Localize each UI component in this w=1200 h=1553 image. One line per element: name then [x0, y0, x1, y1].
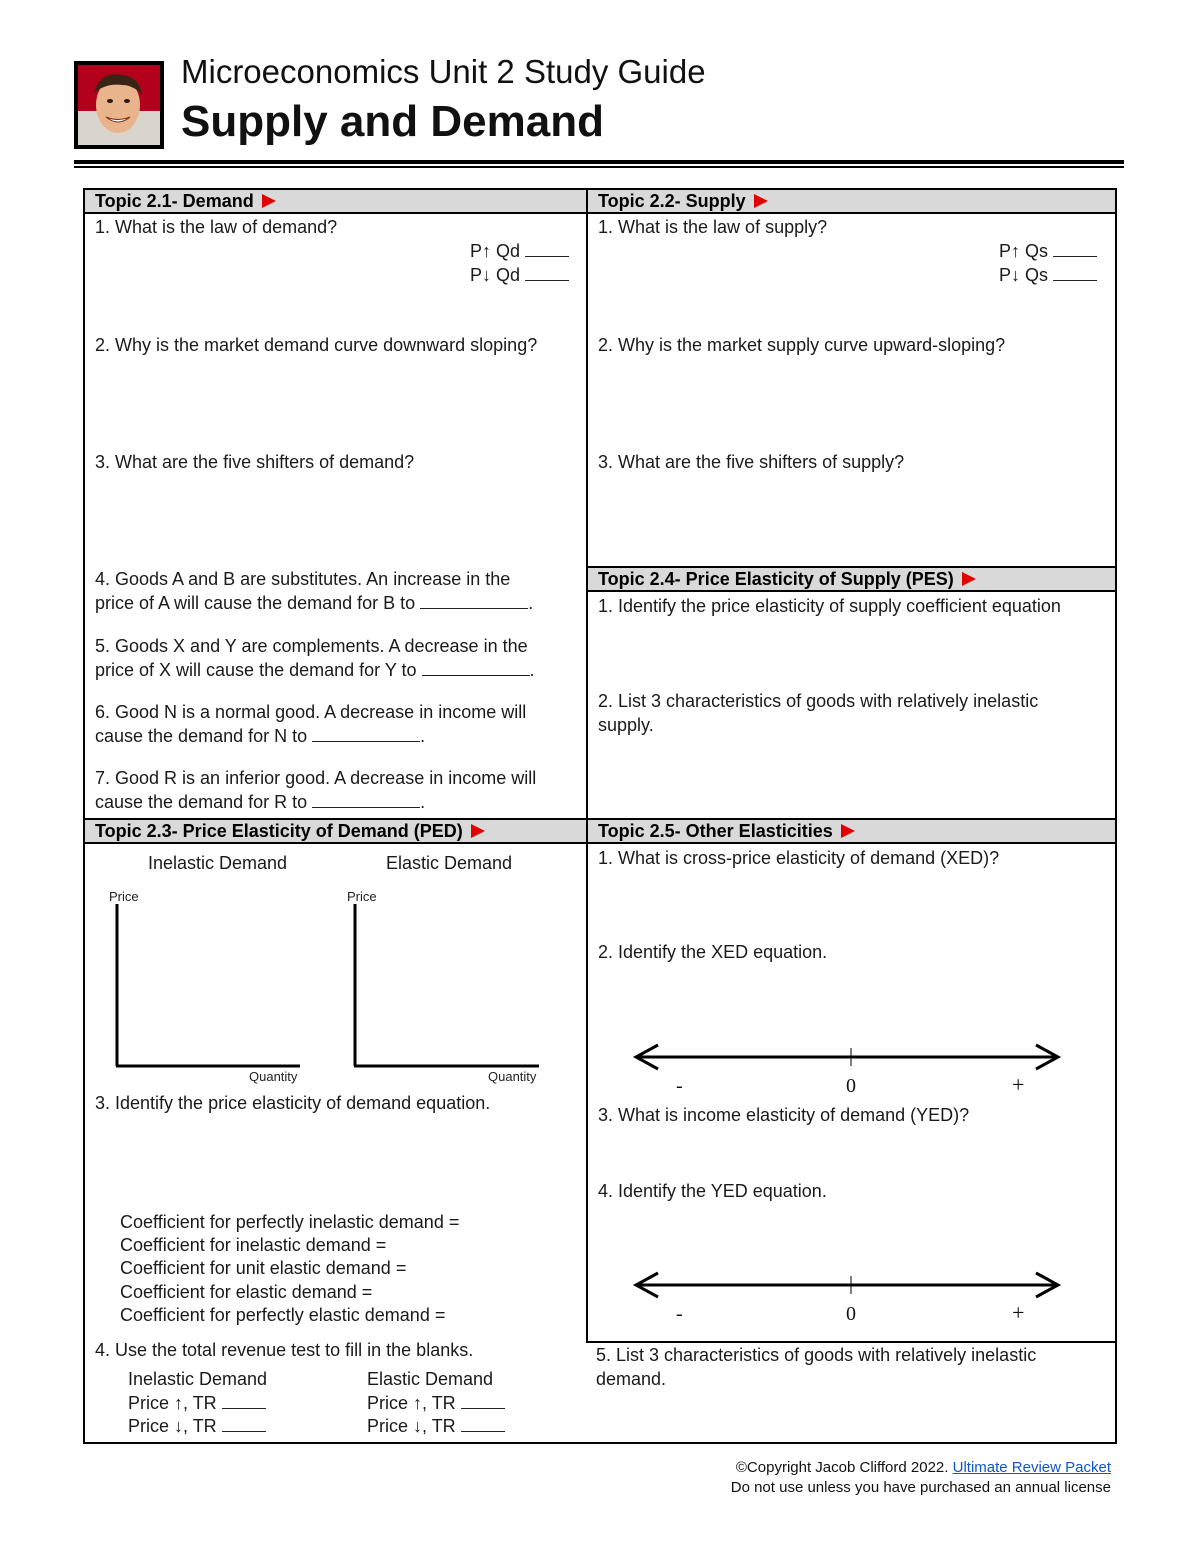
t21-p-down-blank [525, 266, 569, 281]
portrait-icon [78, 65, 160, 145]
graph2-title: Elastic Demand [386, 853, 513, 873]
coef-1: Coefficient for perfectly inelastic demand = [120, 1212, 460, 1232]
tr-inelastic-label: Inelastic Demand [128, 1369, 268, 1389]
title-rule-thick [74, 160, 1124, 164]
page-subtitle: Supply and Demand [181, 97, 604, 146]
t22-p-up [999, 239, 1097, 263]
t25-q4: 4. Identify the YED equation. [598, 1181, 827, 1201]
blank-line [461, 1394, 505, 1409]
frame-right-upper [1115, 188, 1117, 1444]
yed-plus: + [1012, 1300, 1025, 1325]
xed-zero: 0 [846, 1075, 856, 1097]
t23-header [85, 820, 586, 844]
t24-q2a: 2. List 3 characteristics of goods with relatively inelastic [598, 691, 1039, 711]
t21-q5a: 5. Goods X and Y are complements. A decrease in the [95, 636, 528, 656]
graph2-x-label: Quantity [488, 1069, 537, 1084]
coef-3: Coefficient for unit elastic demand = [120, 1258, 407, 1278]
graph1-axes [110, 904, 305, 1069]
t22-header [588, 190, 1115, 214]
t21-p-down-label: P↓ Qd [470, 265, 521, 285]
blank-line [312, 727, 420, 742]
t22-q3: 3. What are the five shifters of supply? [598, 452, 905, 472]
footer-copyright-line [736, 1458, 1111, 1478]
author-avatar [74, 61, 164, 149]
tr-inelastic-down [128, 1414, 266, 1438]
t23-q3: 3. Identify the price elasticity of demand equation. [95, 1093, 491, 1113]
t21-q4b-text: price of A will cause the demand for B to [95, 593, 416, 613]
tr-elastic-up [367, 1391, 505, 1415]
graph2-y-label: Price [347, 889, 377, 904]
tr-elastic-up-text: Price ↑, TR [367, 1393, 456, 1413]
t22-p-down-label: P↓ Qs [999, 265, 1049, 285]
tr-inelastic-up-text: Price ↑, TR [128, 1393, 217, 1413]
t22-p-down [999, 263, 1097, 287]
t21-q5b: price of X will cause the demand for Y to . [95, 660, 535, 680]
yed-zero: 0 [846, 1303, 856, 1325]
t21-p-up [470, 239, 569, 263]
t23-q4: 4. Use the total revenue test to fill in the blanks. [95, 1340, 474, 1360]
t21-q1: 1. What is the law of demand? [95, 217, 338, 237]
play-icon[interactable] [471, 824, 485, 838]
t21-q2: 2. Why is the market demand curve downward sloping? [95, 335, 538, 355]
t21-q3: 3. What are the five shifters of demand? [95, 452, 415, 472]
t21-q4b: price of A will cause the demand for B to . [95, 593, 534, 613]
t21-q4a: 4. Goods A and B are substitutes. An increase in the [95, 569, 511, 589]
title-rule-thin [74, 166, 1124, 168]
yed-number-line [630, 1270, 1065, 1300]
play-icon[interactable] [754, 194, 768, 208]
t21-title: Topic 2.1- Demand [95, 191, 254, 211]
t24-header [588, 568, 1115, 592]
tr-elastic-down-text: Price ↓, TR [367, 1416, 456, 1436]
coef-2: Coefficient for inelastic demand = [120, 1235, 387, 1255]
play-icon[interactable] [962, 572, 976, 586]
t24-q2b: supply. [598, 715, 654, 735]
t22-p-up-label: P↑ Qs [999, 241, 1049, 261]
yed-minus: - [676, 1303, 683, 1325]
coef-4: Coefficient for elastic demand = [120, 1282, 373, 1302]
tr-elastic-down [367, 1414, 505, 1438]
t22-q1: 1. What is the law of supply? [598, 217, 828, 237]
t22-q2: 2. Why is the market supply curve upward-sloping? [598, 335, 1006, 355]
tr-elastic-label: Elastic Demand [367, 1369, 494, 1389]
t25-q2: 2. Identify the XED equation. [598, 942, 828, 962]
xed-minus: - [676, 1075, 683, 1097]
play-icon[interactable] [841, 824, 855, 838]
page-title: Microeconomics Unit 2 Study Guide [181, 53, 706, 90]
play-icon[interactable] [262, 194, 276, 208]
blank-line [461, 1417, 505, 1432]
copyright-text: ©Copyright Jacob Clifford 2022. [735, 1459, 949, 1476]
t21-q6a: 6. Good N is a normal good. A decrease in income will [95, 702, 527, 722]
t22-p-up-blank [1053, 242, 1097, 257]
t21-p-up-label: P↑ Qd [470, 241, 521, 261]
blank-line [422, 661, 530, 676]
t21-q6b-text: cause the demand for N to [95, 726, 308, 746]
tr-inelastic-down-text: Price ↓, TR [128, 1416, 217, 1436]
column-divider-upper [586, 188, 588, 843]
t22-p-down-blank [1053, 266, 1097, 281]
graph1-y-label: Price [109, 889, 139, 904]
license-notice: Do not use unless you have purchased an annual license [730, 1479, 1111, 1496]
t21-q7b-text: cause the demand for R to [95, 792, 308, 812]
graph2-axes [348, 904, 543, 1069]
t21-q6b: cause the demand for N to . [95, 726, 426, 746]
t24-q1: 1. Identify the price elasticity of supply coefficient equation [598, 596, 1061, 616]
graph1-title: Inelastic Demand [148, 853, 288, 873]
frame-left [83, 188, 85, 1444]
t21-header [85, 190, 586, 214]
coef-5: Coefficient for perfectly elastic demand = [120, 1305, 446, 1325]
t25-q5a: 5. List 3 characteristics of goods with relatively inelastic [596, 1345, 1037, 1365]
t21-q7b: cause the demand for R to . [95, 792, 426, 812]
t22-title: Topic 2.2- Supply [598, 191, 746, 211]
t24-title: Topic 2.4- Price Elasticity of Supply (PES) [598, 569, 954, 589]
t25-q3: 3. What is income elasticity of demand (YED)? [598, 1105, 970, 1125]
blank-line [420, 594, 528, 609]
t21-q5b-text: price of X will cause the demand for Y to [95, 660, 417, 680]
t23-title: Topic 2.3- Price Elasticity of Demand (PED) [95, 821, 463, 841]
t21-q7a: 7. Good R is an inferior good. A decrease in income will [95, 768, 537, 788]
blank-line [222, 1394, 266, 1409]
t25-q5b: demand. [596, 1369, 667, 1389]
frame-bottom [83, 1442, 1117, 1444]
column-divider-lower [586, 843, 588, 1343]
t21-p-up-blank [525, 242, 569, 257]
t25-title: Topic 2.5- Other Elasticities [598, 821, 833, 841]
graph1-x-label: Quantity [249, 1069, 298, 1084]
tr-inelastic-up [128, 1391, 266, 1415]
blank-line [312, 793, 420, 808]
xed-number-line [630, 1042, 1065, 1072]
t21-p-down [470, 263, 569, 287]
xed-plus: + [1012, 1072, 1025, 1097]
t25-header [588, 820, 1115, 844]
blank-line [222, 1417, 266, 1432]
t25-q1: 1. What is cross-price elasticity of demand (XED)? [598, 848, 1000, 868]
ultimate-review-packet-link[interactable]: Ultimate Review Packet [952, 1459, 1111, 1476]
